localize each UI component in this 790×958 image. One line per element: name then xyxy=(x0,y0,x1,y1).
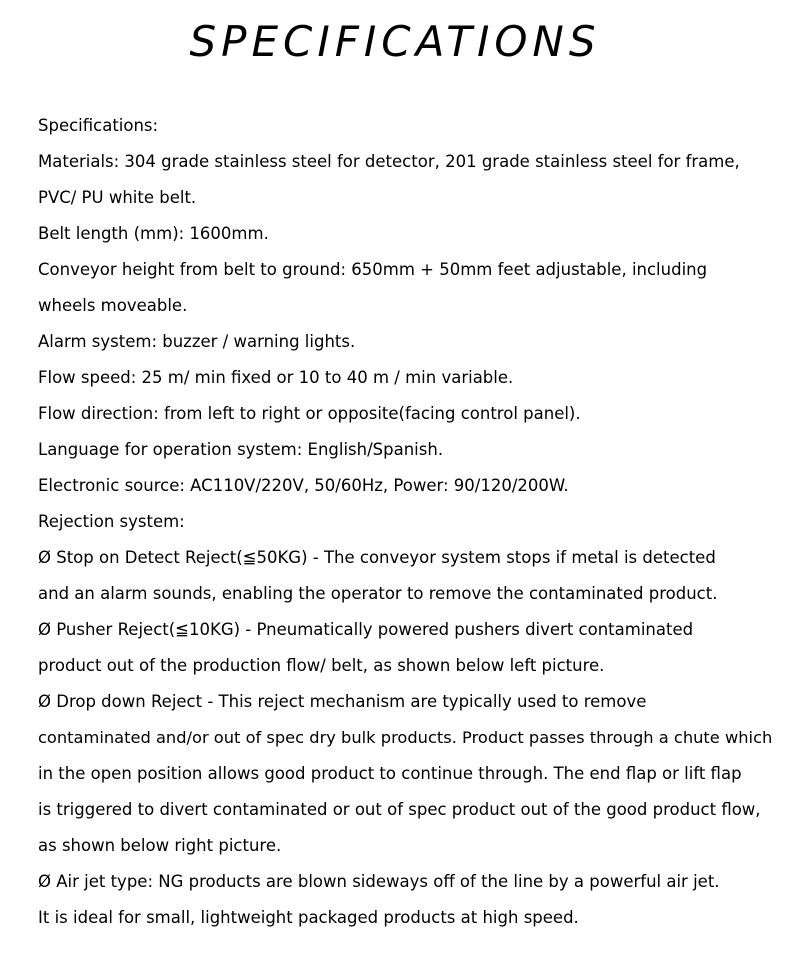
text-line: wheels moveable. xyxy=(38,296,188,315)
text-line: as shown below right picture. xyxy=(38,836,282,855)
text-line: PVC/ PU white belt. xyxy=(38,188,197,207)
text-line: Ø Stop on Detect Reject(≦50KG) - The conveyor system stops if metal is detected xyxy=(38,548,716,567)
text-line: Alarm system: buzzer / warning lights. xyxy=(38,332,356,351)
text-line: Conveyor height from belt to ground: 650mm + 50mm feet adjustable, including xyxy=(38,260,708,279)
text-line: contaminated and/or out of spec dry bulk products. Product passes through a chute which xyxy=(38,728,773,747)
text-line: Rejection system: xyxy=(38,512,185,531)
text-line: Ø Pusher Reject(≦10KG) - Pneumatically powered pushers divert contaminated xyxy=(38,620,694,639)
page-title: SPECIFICATIONS xyxy=(189,17,601,66)
text-line: Materials: 304 grade stainless steel for detector, 201 grade stainless steel for frame, xyxy=(38,152,740,171)
text-line: Flow direction: from left to right or opposite(facing control panel). xyxy=(38,404,581,423)
text-line: Flow speed: 25 m/ min fixed or 10 to 40 m / min variable. xyxy=(38,368,514,387)
text-line: in the open position allows good product to continue through. The end flap or lift flap xyxy=(38,764,742,783)
text-line: is triggered to divert contaminated or out of spec product out of the good product flow, xyxy=(38,800,761,819)
text-line: Language for operation system: English/Spanish. xyxy=(38,440,444,459)
text-line: Ø Air jet type: NG products are blown sideways off of the line by a powerful air jet. xyxy=(38,872,720,891)
text-line: and an alarm sounds, enabling the operator to remove the contaminated product. xyxy=(38,584,718,603)
text-line: Belt length (mm): 1600mm. xyxy=(38,224,269,243)
text-line: Electronic source: AC110V/220V, 50/60Hz, Power: 90/120/200W. xyxy=(38,476,569,495)
text-line: Ø Drop down Reject - This reject mechanism are typically used to remove xyxy=(38,692,647,711)
text-line: product out of the production flow/ belt, as shown below left picture. xyxy=(38,656,605,675)
text-line: Specifications: xyxy=(38,116,159,135)
text-line: It is ideal for small, lightweight packaged products at high speed. xyxy=(38,908,579,927)
specifications-body xyxy=(38,108,783,936)
